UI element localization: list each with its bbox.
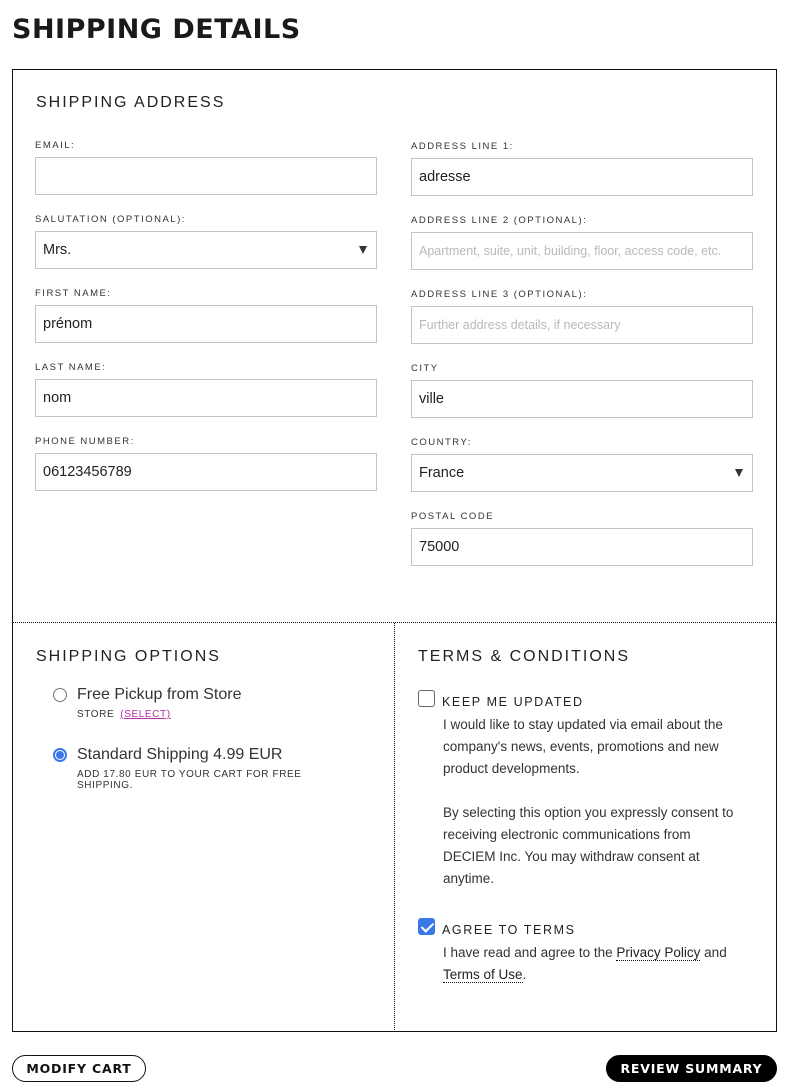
free-shipping-note: ADD 17.80 EUR TO YOUR CART FOR FREE SHIPPING.: [77, 769, 302, 791]
standard-shipping-label: Standard Shipping 4.99 EUR: [77, 746, 283, 763]
keep-updated-checkbox[interactable]: [418, 690, 435, 707]
modify-cart-button[interactable]: MODIFY CART: [12, 1055, 146, 1082]
shipping-address-title: SHIPPING ADDRESS: [36, 94, 226, 111]
agree-text-middle: and: [700, 945, 727, 960]
first-name-input[interactable]: prénom: [35, 305, 377, 343]
country-value: France: [419, 465, 465, 481]
chevron-down-icon: [735, 469, 743, 477]
country-label: COUNTRY:: [411, 437, 472, 448]
phone-input[interactable]: 06123456789: [35, 453, 377, 491]
city-field: [411, 363, 753, 418]
postal-code-input[interactable]: 75000: [411, 528, 753, 566]
phone-label: PHONE NUMBER:: [35, 436, 135, 447]
address-line-2-input[interactable]: Apartment, suite, unit, building, floor, access code, etc.: [411, 232, 753, 270]
city-input[interactable]: ville: [411, 380, 753, 418]
keep-updated-block: [418, 690, 748, 890]
agree-text-before: I have read and agree to the: [443, 945, 617, 960]
address-line-1-label: ADDRESS LINE 1:: [411, 141, 514, 152]
terms-title: TERMS & CONDITIONS: [418, 648, 631, 665]
agree-terms-checkbox[interactable]: [418, 918, 435, 935]
last-name-input[interactable]: nom: [35, 379, 377, 417]
country-select[interactable]: [411, 454, 753, 492]
city-label: CITY: [411, 363, 439, 374]
section-divider-vertical: [394, 623, 395, 1032]
phone-field: [35, 436, 377, 491]
shipping-option-standard[interactable]: [53, 745, 337, 791]
pickup-label: Free Pickup from Store: [77, 686, 242, 703]
first-name-label: FIRST NAME:: [35, 288, 112, 299]
radio-button-standard[interactable]: [53, 748, 67, 762]
terms-of-use-link[interactable]: Terms of Use: [443, 967, 523, 982]
country-field: [411, 437, 753, 492]
agree-text-after: .: [522, 967, 527, 982]
pickup-sub: [77, 709, 242, 720]
address-line-3-input[interactable]: Further address details, if necessary: [411, 306, 753, 344]
shipping-option-pickup[interactable]: [53, 685, 242, 720]
salutation-value: Mrs.: [43, 242, 72, 258]
shipping-form-panel: [12, 69, 777, 1032]
keep-updated-label: KEEP ME UPDATED: [442, 695, 584, 709]
store-select-link[interactable]: (SELECT): [120, 709, 171, 720]
salutation-label: SALUTATION (OPTIONAL):: [35, 214, 186, 225]
radio-button-pickup[interactable]: [53, 688, 67, 702]
postal-code-label: POSTAL CODE: [411, 511, 495, 522]
agree-terms-text: [443, 942, 743, 986]
last-name-field: [35, 362, 377, 417]
address-line-3-label: ADDRESS LINE 3 (OPTIONAL):: [411, 289, 588, 300]
address-line-2-field: [411, 215, 753, 270]
chevron-down-icon: [359, 246, 367, 254]
address-line-1-input[interactable]: adresse: [411, 158, 753, 196]
keep-updated-description: I would like to stay updated via email about the company's news, events, promotions and new product developments.: [443, 717, 723, 776]
last-name-label: LAST NAME:: [35, 362, 107, 373]
email-input[interactable]: [35, 157, 377, 195]
address-line-1-field: [411, 141, 753, 196]
shipping-options-title: SHIPPING OPTIONS: [36, 648, 221, 665]
review-summary-button[interactable]: REVIEW SUMMARY: [606, 1055, 777, 1082]
email-label: EMAIL:: [35, 140, 76, 151]
salutation-field: [35, 214, 377, 269]
postal-code-field: [411, 511, 753, 566]
agree-terms-label: AGREE TO TERMS: [442, 923, 576, 937]
pickup-store-label: STORE: [77, 709, 115, 720]
first-name-field: [35, 288, 377, 343]
page-title: SHIPPING DETAILS: [12, 14, 301, 45]
agree-terms-block: [418, 918, 748, 998]
email-field: [35, 140, 377, 195]
salutation-select[interactable]: [35, 231, 377, 269]
keep-updated-text: [443, 714, 743, 890]
consent-description: By selecting this option you expressly consent to receiving electronic communications from DECIEM Inc. You may withdraw consent at anytime.: [443, 805, 734, 886]
address-line-2-label: ADDRESS LINE 2 (OPTIONAL):: [411, 215, 588, 226]
address-line-3-field: [411, 289, 753, 344]
privacy-policy-link[interactable]: Privacy Policy: [616, 945, 701, 960]
